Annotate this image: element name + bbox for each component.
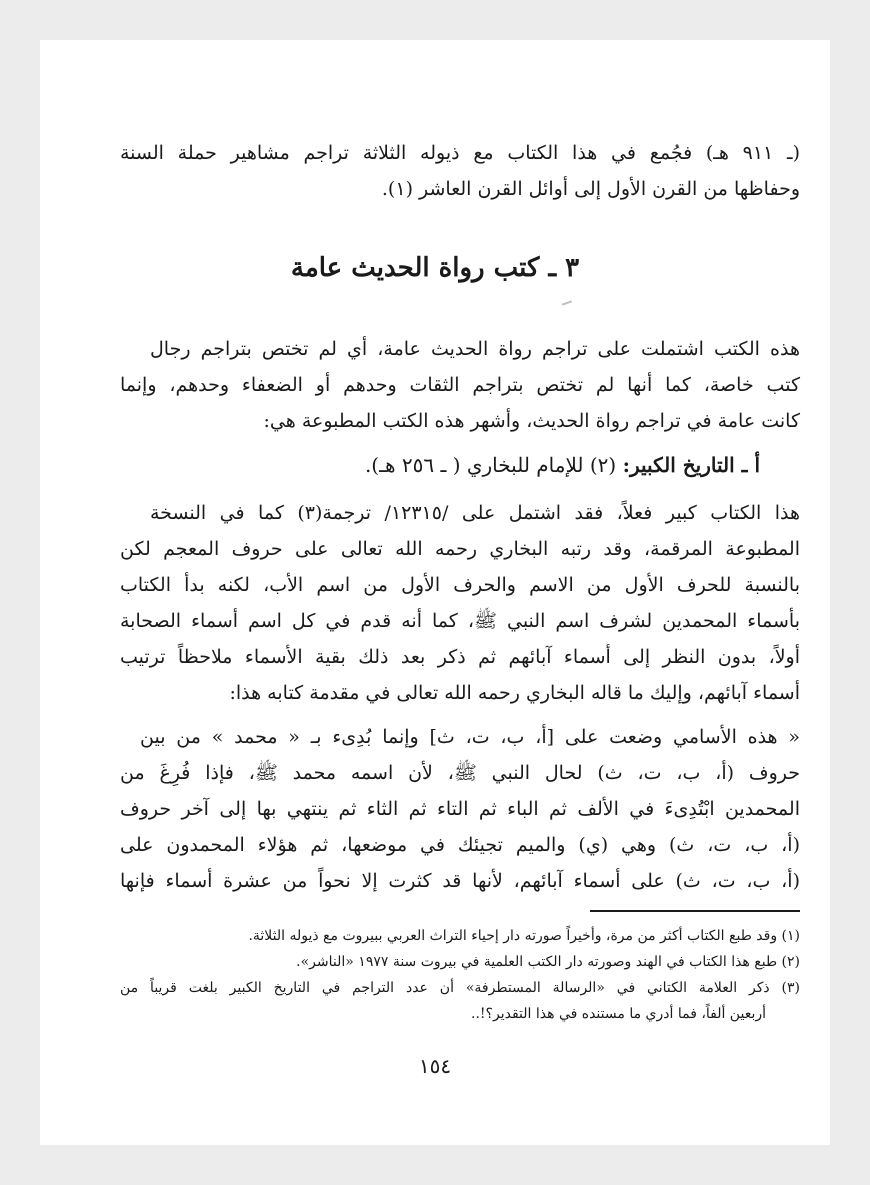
footnote: (١) وقد طبع الكتاب أكثر من مرة، وأخيراً صورته دار إحياء التراث العربي ببيروت مع ذيوله الثلاثة. [248,928,800,944]
quote-line: (أ، ب، ت، ث) وهي (ي) والميم تجيئك في موضعها، ثم هؤلاء المحمدون على [120,834,800,856]
page-number: ١٥٤ [418,1054,452,1078]
book-page [40,40,830,1145]
quote-line: (أ، ب، ت، ث) على أسماء آبائهم، لأنها قد كثرت إلا نحواً من عشرة أسماء فإنها [120,870,800,892]
footnote-divider [590,910,800,912]
subheading [120,450,800,480]
paragraph-line: هذا الكتاب كبير فعلاً، فقد اشتمل على /١٢٣١٥/ ترجمة(٣) كما في النسخة [150,502,800,524]
intro-line: وحفاظها من القرن الأول إلى أوائل القرن العاشر (١). [381,178,800,200]
footnote: (٢) طبع هذا الكتاب في الهند وصورته دار الكتب العلمية في بيروت سنة ١٩٧٧ «الناشر». [296,954,800,970]
paragraph-line: أسماء آبائهم، وإليك ما قاله البخاري رحمه الله تعالى في مقدمة كتابه هذا: [229,682,800,704]
quote-line: « هذه الأسامي وضعت على [أ، ب، ت، ث] وإنما بُدِىء بـ « محمد » من بين [140,726,800,748]
paragraph-line: بالنسبة للحرف الأول من الاسم والحرف الأول من اسم الأب، لكنه بدأ الكتاب [120,574,800,596]
paragraph-line: بأسماء المحمدين لشرف اسم النبي ﷺ، كما أنه قدم في كل اسم أسماء الصحابة [120,610,800,632]
quote-line: حروف (أ، ب، ت، ث) لحال النبي ﷺ، لأن اسمه محمد ﷺ، فإذا فُرِغَ من [120,762,800,784]
speck-mark [562,300,572,305]
intro-line: (ـ ٩١١ هـ) فجُمع في هذا الكتاب مع ذيوله الثلاثة تراجم مشاهير حملة السنة [120,142,800,164]
paragraph-line: المطبوعة المرقمة، وقد رتبه البخاري رحمه الله تعالى على حروف المعجم لكن [120,538,800,560]
footnote-continuation: أربعين ألفاً، فما أدري ما مستنده في هذا التقدير؟!.. [471,1006,766,1022]
subheading-text: (٢) للإمام للبخاري ( ـ ٢٥٦ هـ). [364,453,617,477]
quote-line: المحمدين ابْتُدِىءَ في الألف ثم الباء ثم التاء ثم الثاء ثم ينتهي بها إلى آخر حروف [120,798,800,820]
footnote: (٣) ذكر العلامة الكتاني في «الرسالة المستطرفة» أن عدد التراجم في التاريخ الكبير بلغت قريباً من [120,980,800,996]
paragraph-line: كتب خاصة، كما أنها لم تختص بتراجم الثقات وحدهم أو الضعفاء وحدهم، وإنما [120,374,800,396]
subheading-label: أ ـ التاريخ الكبير: [622,453,760,477]
paragraph-line: كانت عامة في تراجم رواة الحديث، وأشهر هذه الكتب المطبوعة هي: [263,410,800,432]
paragraph-line: هذه الكتب اشتملت على تراجم رواة الحديث عامة، أي لم تختص بتراجم رجال [150,338,800,360]
section-title: ٣ ـ كتب رواة الحديث عامة [290,253,580,283]
paragraph-line: أولاً، بدون النظر إلى أسماء آبائهم ثم ذكر بعد ذلك بقية الأسماء ملاحظاً ترتيب [120,646,800,668]
